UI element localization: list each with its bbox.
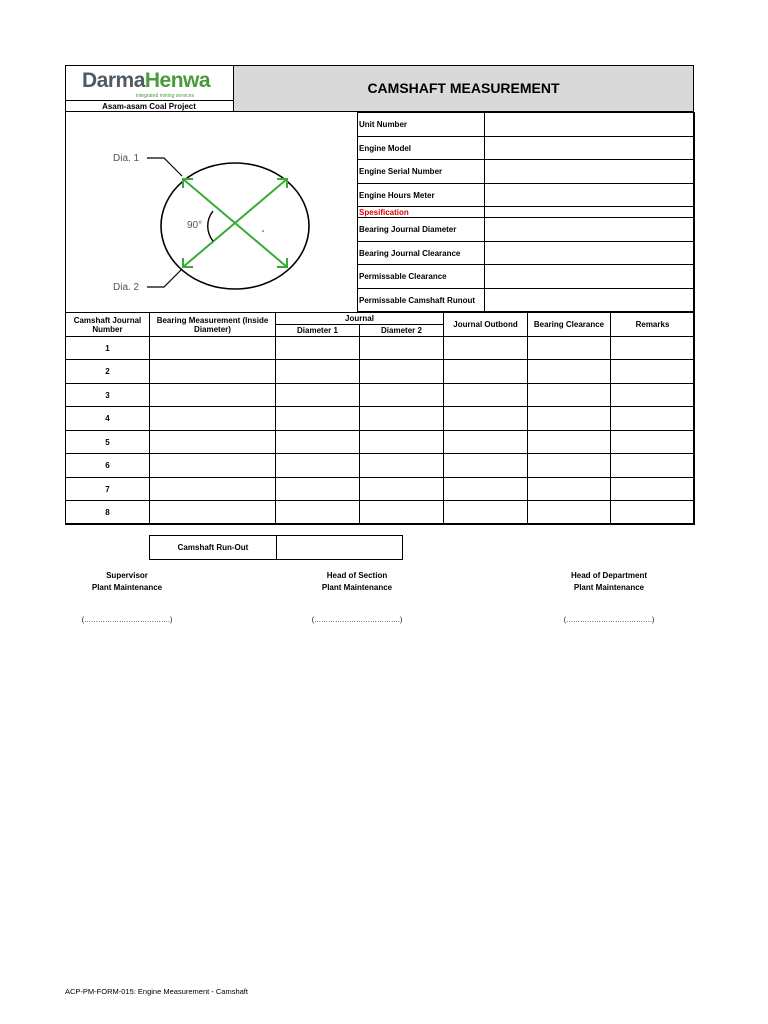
cell-outbond[interactable] — [444, 360, 528, 384]
cell-clearance[interactable] — [528, 454, 611, 478]
form-code-footer: ACP-PM-FORM-015: Engine Measurement - Camshaft — [65, 987, 248, 996]
col-header-bearing: Bearing Measurement (Inside Diameter) — [150, 313, 276, 337]
spec-value-field[interactable] — [485, 242, 695, 265]
spec-label: Bearing Journal Clearance — [358, 242, 485, 265]
runout-label: Camshaft Run-Out — [150, 536, 277, 560]
cell-dia2[interactable] — [360, 337, 444, 360]
cell-bearing[interactable] — [150, 501, 276, 525]
signature-head-of-section — [297, 570, 417, 594]
signature-line[interactable]: (……………………………….) — [311, 617, 403, 624]
cell-remarks[interactable] — [611, 478, 695, 501]
cell-dia2[interactable] — [360, 454, 444, 478]
table-row — [66, 431, 695, 454]
dia2-label: Dia. 2 — [113, 282, 140, 293]
col-header-clearance: Bearing Clearance — [528, 313, 611, 337]
table-row — [66, 384, 695, 407]
col-header-dia2: Diameter 2 — [360, 325, 444, 337]
table-row — [66, 360, 695, 384]
cell-remarks[interactable] — [611, 384, 695, 407]
signature-role: Supervisor — [106, 571, 148, 580]
cell-dia1[interactable] — [276, 360, 360, 384]
signature-dept: Plant Maintenance — [91, 583, 163, 592]
cell-dia1[interactable] — [276, 431, 360, 454]
cell-outbond[interactable] — [444, 501, 528, 525]
runout-value-field[interactable] — [277, 536, 403, 560]
cell-bearing[interactable] — [150, 454, 276, 478]
form-title: CAMSHAFT MEASUREMENT — [233, 65, 694, 112]
spec-label: Bearing Journal Diameter — [358, 218, 485, 242]
table-row — [66, 454, 695, 478]
spec-label: Unit Number — [358, 113, 485, 137]
cell-dia1[interactable] — [276, 501, 360, 525]
table-row — [66, 407, 695, 431]
signature-supervisor — [67, 570, 187, 594]
spec-value-field[interactable] — [485, 113, 695, 137]
cell-outbond[interactable] — [444, 431, 528, 454]
cell-remarks[interactable] — [611, 407, 695, 431]
measurement-table — [65, 312, 695, 525]
runout-table — [149, 535, 403, 560]
table-row — [66, 337, 695, 360]
camshaft-diagram — [66, 113, 356, 311]
signature-line[interactable]: (……………………………….) — [563, 617, 655, 624]
table-row — [66, 478, 695, 501]
cell-dia1[interactable] — [276, 384, 360, 407]
cell-dia2[interactable] — [360, 360, 444, 384]
cell-remarks[interactable] — [611, 337, 695, 360]
spec-value-field[interactable] — [485, 265, 695, 289]
cell-bearing[interactable] — [150, 384, 276, 407]
cell-bearing[interactable] — [150, 478, 276, 501]
cell-dia2[interactable] — [360, 407, 444, 431]
spec-label: Permissable Camshaft Runout — [358, 289, 485, 312]
spec-label: Engine Serial Number — [358, 160, 485, 184]
cell-dia2[interactable] — [360, 501, 444, 525]
cell-remarks[interactable] — [611, 501, 695, 525]
col-header-remarks: Remarks — [611, 313, 695, 337]
spec-value-field[interactable] — [485, 289, 695, 312]
cell-clearance[interactable] — [528, 337, 611, 360]
cell-remarks[interactable] — [611, 431, 695, 454]
project-name: Asam-asam Coal Project — [65, 100, 233, 112]
cell-dia1[interactable] — [276, 407, 360, 431]
cell-bearing[interactable] — [150, 431, 276, 454]
spec-value-field[interactable] — [485, 137, 695, 160]
row-number: 4 — [66, 407, 150, 431]
company-logo: DarmaHenwa — [82, 69, 211, 92]
spec-table — [357, 112, 695, 312]
spec-label: Engine Model — [358, 137, 485, 160]
col-header-outbond: Journal Outbond — [444, 313, 528, 337]
row-number: 5 — [66, 431, 150, 454]
signature-dept: Plant Maintenance — [573, 583, 645, 592]
cell-remarks[interactable] — [611, 360, 695, 384]
col-header-journal-number: Camshaft Journal Number — [66, 313, 150, 337]
dia1-label: Dia. 1 — [113, 153, 140, 164]
cell-dia2[interactable] — [360, 478, 444, 501]
cell-outbond[interactable] — [444, 337, 528, 360]
angle-label: 90° — [187, 220, 203, 231]
signature-dept: Plant Maintenance — [321, 583, 393, 592]
col-header-dia1: Diameter 1 — [276, 325, 360, 337]
cell-clearance[interactable] — [528, 384, 611, 407]
row-number: 6 — [66, 454, 150, 478]
row-number: 8 — [66, 501, 150, 525]
center-dot — [262, 230, 264, 232]
angle-arc — [208, 211, 213, 241]
cell-outbond[interactable] — [444, 454, 528, 478]
cell-clearance[interactable] — [528, 501, 611, 525]
cell-dia1[interactable] — [276, 454, 360, 478]
spec-value-field[interactable] — [485, 160, 695, 184]
signature-role: Head of Department — [570, 571, 647, 580]
row-number: 1 — [66, 337, 150, 360]
cell-bearing[interactable] — [150, 337, 276, 360]
cell-dia2[interactable] — [360, 431, 444, 454]
signature-role: Head of Section — [326, 571, 388, 580]
spec-section-label: Spesification — [358, 207, 485, 218]
cell-outbond[interactable] — [444, 384, 528, 407]
dia2-leader-line — [147, 269, 182, 287]
spec-value-field[interactable] — [485, 184, 695, 207]
cell-clearance[interactable] — [528, 360, 611, 384]
spec-value-field[interactable] — [485, 207, 695, 218]
spec-value-field[interactable] — [485, 218, 695, 242]
cell-clearance[interactable] — [528, 407, 611, 431]
cell-outbond[interactable] — [444, 478, 528, 501]
spec-label: Permissable Clearance — [358, 265, 485, 289]
cell-clearance[interactable] — [528, 478, 611, 501]
cell-remarks[interactable] — [611, 454, 695, 478]
signature-head-of-department — [549, 570, 669, 594]
row-number: 3 — [66, 384, 150, 407]
cell-bearing[interactable] — [150, 360, 276, 384]
table-row — [66, 501, 695, 525]
cell-clearance[interactable] — [528, 431, 611, 454]
cell-bearing[interactable] — [150, 407, 276, 431]
spec-label: Engine Hours Meter — [358, 184, 485, 207]
cell-dia1[interactable] — [276, 478, 360, 501]
logo-tagline: integrated mining services — [136, 93, 195, 99]
cell-dia1[interactable] — [276, 337, 360, 360]
row-number: 7 — [66, 478, 150, 501]
row-number: 2 — [66, 360, 150, 384]
cell-outbond[interactable] — [444, 407, 528, 431]
cell-dia2[interactable] — [360, 384, 444, 407]
col-header-journal: Journal — [276, 313, 444, 325]
dia1-leader-line — [147, 158, 182, 176]
signature-line[interactable]: (……………………………….) — [81, 617, 173, 624]
